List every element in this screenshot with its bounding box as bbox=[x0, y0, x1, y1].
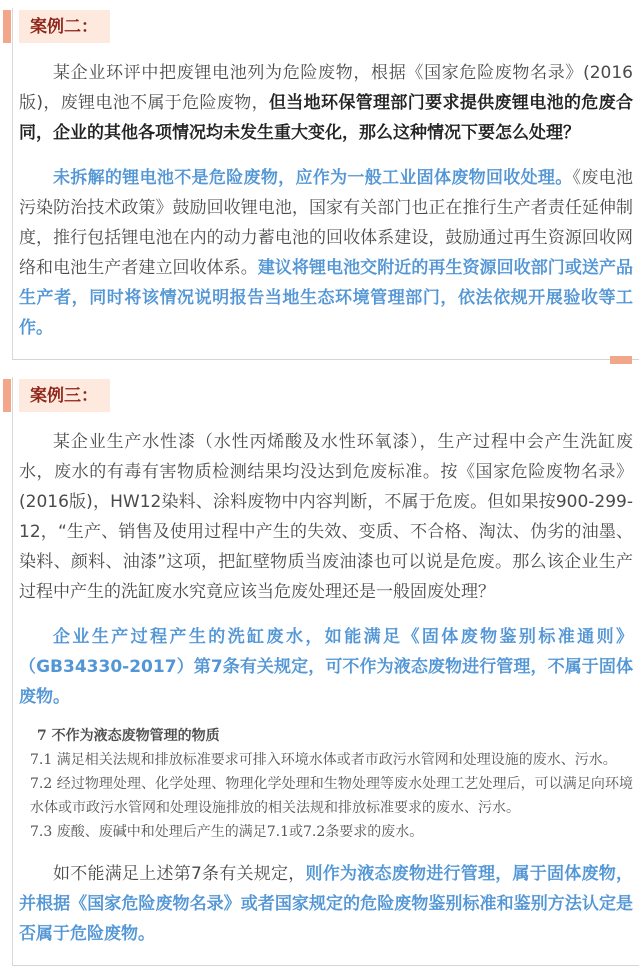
case-badge-2-label: 案例二： bbox=[30, 17, 98, 37]
case2-answer-paragraph bbox=[19, 163, 633, 343]
case3-conclusion-paragraph bbox=[19, 859, 633, 949]
case2-question-regular-text: 某企业环评中把废锂电池列为危险废物，根据《国家危险废物名录》(2016版)，废锂电池不属于危险废物， bbox=[19, 63, 633, 113]
case-card-3 bbox=[12, 377, 639, 966]
accent-bar-icon bbox=[3, 10, 11, 43]
quote-item-7-1: 7.1 满足相关法规和排放标准要求可排入环境水体或者市政污水管网和处理设施的废水、污水。 bbox=[30, 752, 617, 768]
quote-title: 7 不作为液态废物管理的物质 bbox=[37, 728, 220, 744]
case-card-2 bbox=[12, 8, 639, 360]
case2-answer-blue-text-1: 未拆解的锂电池不是危险废物，应作为一般工业固体废物回收处理。 bbox=[53, 168, 573, 188]
case2-answer-regular-text: 《废电池污染防治技术政策》鼓励回收锂电池，国家有关部门也正在推行生产者责任延伸制度，推行包括锂电池在内的动力蓄电池的回收体系建设，鼓励通过再生资源回收网络和电池生产者建立回收体系。 bbox=[19, 168, 634, 278]
case3-answer-paragraph bbox=[19, 622, 633, 712]
case3-answer-blue-text: 企业生产过程产生的洗缸废水，如能满足《固体废物鉴别标准通则》（GB34330-2017）第7条有关规定，可不作为液态废物进行管理，不属于固体废物。 bbox=[19, 627, 633, 707]
case3-question-paragraph bbox=[19, 427, 633, 607]
case-badge-2 bbox=[19, 10, 110, 43]
accent-bar-icon bbox=[3, 379, 11, 412]
case-badge-3-label: 案例三： bbox=[30, 386, 98, 406]
case3-conclusion-blue-text: 则作为液态废物进行管理，属于固体废物，并根据《国家危险废物名录》或者国家规定的危险废物鉴别标准和鉴别方法认定是否属于危险废物。 bbox=[19, 864, 633, 944]
case-badge-3 bbox=[19, 379, 110, 412]
case2-answer-blue-text-2: 建议将锂电池交附近的再生资源回收部门或送产品生产者，同时将该情况说明报告当地生态环境管理部门，依法依规开展验收等工作。 bbox=[19, 258, 634, 338]
quote-item-7-2: 7.2 经过物理处理、化学处理、物理化学处理和生物处理等废水处理工艺处理后，可以满足向环境水体或市政污水管网和处理设施排放的相关法规和排放标准要求的废水、污水。 bbox=[30, 776, 633, 816]
regulation-quote-block bbox=[30, 724, 633, 844]
corner-tab-decoration bbox=[610, 356, 632, 364]
case3-conclusion-regular-text: 如不能满足上述第7条有关规定， bbox=[53, 864, 306, 884]
case3-question-regular-text: 某企业生产水性漆（水性丙烯酸及水性环氧漆），生产过程中会产生洗缸废水，废水的有毒有害物质检测结果均没达到危废标准。按《国家危险废物名录》(2016版)，HW12染料、涂料废物中内容判断，不属于危废。但如果按900-299-12，“生产、销售及使用过程中产生的失效、变质、不合格、淘汰、伪劣的油墨、染料、颜料、油漆”这项，把缸壁物质当废油漆也可以说是危废。那么该企业生产过程中产生的洗缸废水究竟应该当危废处理还是一般固废处理？ bbox=[19, 432, 633, 602]
quote-item-7-3: 7.3 废酸、废碱中和处理后产生的满足7.1或7.2条要求的废水。 bbox=[30, 824, 424, 840]
case2-question-bold-text: 但当地环保管理部门要求提供废锂电池的危废合同，企业的其他各项情况均未发生重大变化，那么这种情况下要怎么处理？ bbox=[19, 93, 633, 143]
case2-question-paragraph bbox=[19, 58, 633, 148]
